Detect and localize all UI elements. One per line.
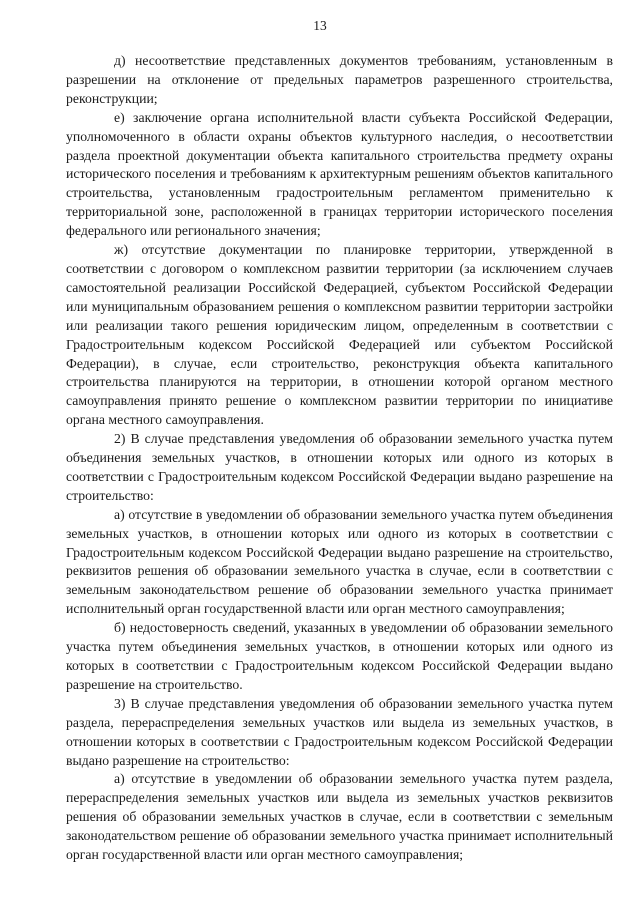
paragraph-d: д) несоответствие представленных документов требованиям, установленным в разрешении на отклонение от предельных параметров разрешенного строительства, реконструкции; xyxy=(66,53,613,106)
paragraph-zh: ж) отсутствие документации по планировке территории, утвержденной в соответствии с договором о комплексном развитии территории (за исключением случаев самостоятельной реализации Российской Федерацией, субъектом Российской Федерации или муниципальным образованием решения о комплексном развитии территории застройки или реализации такого решения юридическим лицом, определенным в соответствии с Градостроительным кодексом Российской Федерацией или субъектом Российской Федерации), в случае, если строительство, реконструкция объекта капитального строительства планируются на территории, в отношении которой органом местного самоуправления принято решение о комплексном развитии территории по инициативе органа местного самоуправления. xyxy=(66,242,613,428)
paragraph-2a: а) отсутствие в уведомлении об образовании земельного участка путем объединения земельных участков, в отношении которых или одного из которых в соответствии с Градостроительным кодексом Российской Федерации выдано разрешение на строительство, реквизитов решения об образовании земельного участка в случае, если в соответствии с земельным законодательством решение об образовании земельного участка принимает исполнительный орган государственной власти или орган местного самоуправления; xyxy=(66,506,613,617)
paragraph-e: е) заключение органа исполнительной власти субъекта Российской Федерации, уполномоченного в области охраны объектов культурного наследия, о несоответствии раздела проектной документации объекта капитального строительства предмету охраны исторического поселения и требованиям к архитектурным решениям объектов капитального строительства, установленным градостроительным регламентом применительно к территориальной зоне, расположенной в границах территории исторического поселения федерального или регионального значения; xyxy=(66,109,613,239)
page-number: 13 xyxy=(313,18,327,33)
paragraph-2b: б) недостоверность сведений, указанных в уведомлении об образовании земельного участка путем объединения земельных участков, в отношении которых или одного из которых в соответствии с Градостроительным кодексом Российской Федерации выдано разрешение на строительство. xyxy=(66,620,613,692)
paragraph-3a: а) отсутствие в уведомлении об образовании земельного участка путем раздела, перераспределения земельных участков или выдела из земельных участков реквизитов решения об образовании земельных участков в случае, если в соответствии с земельным законодательством решение об образовании земельного участка принимает исполнительный орган государственной власти или орган местного самоуправления; xyxy=(66,771,613,863)
paragraph-2: 2) В случае представления уведомления об образовании земельного участка путем объединения земельных участков, в отношении которых или одного из которых в соответствии с Градостроительным кодексом Российской Федерации выдано разрешение на строительство: xyxy=(66,431,613,503)
paragraph-3: 3) В случае представления уведомления об образовании земельного участка путем раздела, перераспределения земельных участков или выдела из земельных участков, в отношении которых в соответствии с Градостроительным кодексом Российской Федерации выдано разрешение на строительство: xyxy=(66,695,613,768)
document-body xyxy=(66,52,613,865)
